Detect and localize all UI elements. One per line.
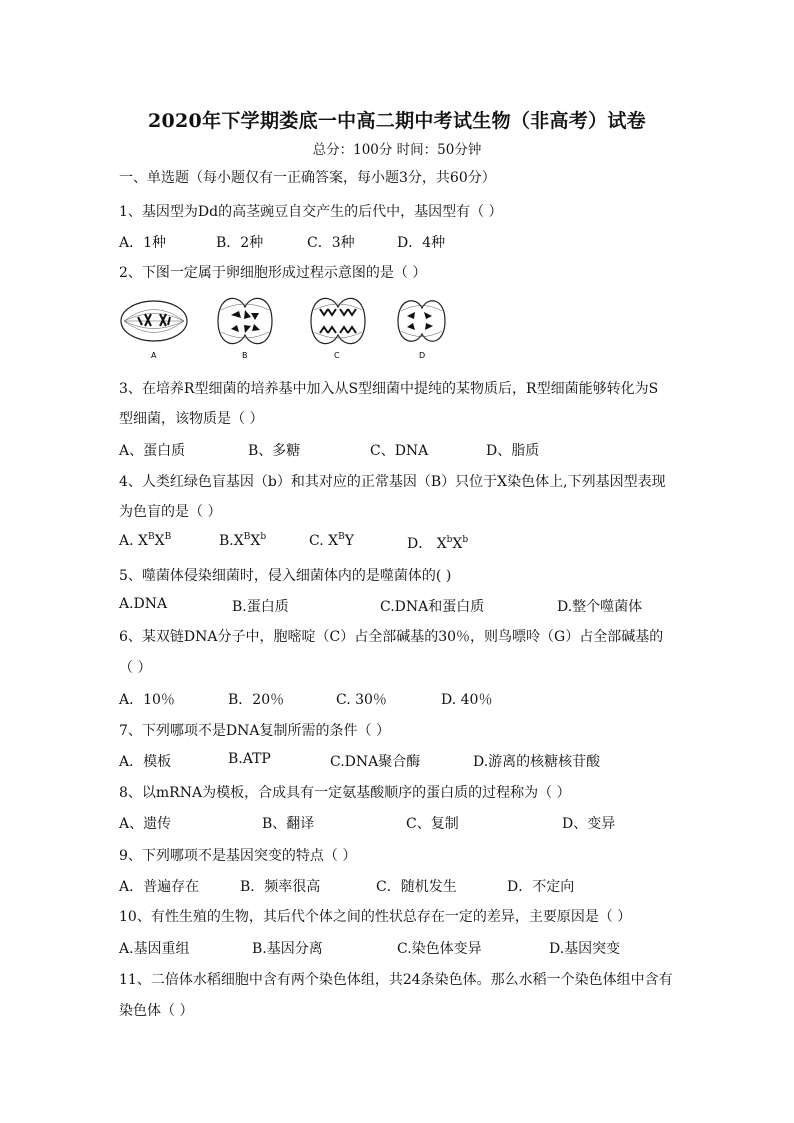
option-a-superscript-1: B xyxy=(147,532,155,542)
option-a-prefix: A. xyxy=(119,533,139,549)
question-4-option-c xyxy=(309,533,354,549)
question-6-option-c: C. 30％ xyxy=(336,692,387,708)
figure-d-label: D xyxy=(419,351,426,360)
option-a-superscript-2: B xyxy=(164,532,172,542)
option-d-superscript-2: b xyxy=(462,535,469,545)
question-7-option-d: D.游离的核糖核苷酸 xyxy=(473,754,601,770)
question-3-option-d: D、脂质 xyxy=(486,443,540,459)
question-1-stem: 1、基因型为Dd的高茎豌豆自交产生的后代中，基因型有（ ） xyxy=(119,204,503,220)
question-5-option-b: B.蛋白质 xyxy=(232,599,289,615)
question-10-stem: 10、有性生殖的生物，其后代个体之间的性状总存在一定的差异，主要原因是（ ） xyxy=(119,909,632,925)
question-3-stem-line-1: 3、在培养R型细菌的培养基中加入从S型细菌中提纯的某物质后，R型细菌能够转化为S xyxy=(119,381,659,397)
cell-division-figures xyxy=(118,288,458,364)
question-9-option-a: A．普遍存在 xyxy=(119,879,200,895)
option-d-prefix: D． xyxy=(407,536,437,552)
option-b-prefix: B. xyxy=(219,533,234,549)
figure-c-label: C xyxy=(334,351,340,360)
question-11-stem-line-1: 11、二倍体水稻细胞中含有两个染色体组，共24条染色体。那么水稻一个染色体组中含有 xyxy=(119,972,673,988)
question-6-option-b: B．20％ xyxy=(228,692,285,708)
question-3-option-b: B、多糖 xyxy=(248,443,301,459)
question-8-option-c: C、复制 xyxy=(406,816,459,832)
question-10-option-c: C.染色体变异 xyxy=(397,941,482,957)
option-c-prefix: C. xyxy=(309,533,329,549)
question-2-stem: 2、下图一定属于卵细胞形成过程示意图的是（ ） xyxy=(119,265,427,281)
figure-b-label: B xyxy=(242,351,248,360)
question-9-stem: 9、下列哪项不是基因突变的特点（ ） xyxy=(119,848,357,864)
option-b-allele-2: X xyxy=(250,533,261,549)
question-8-option-b: B、翻译 xyxy=(262,816,315,832)
option-b-superscript-1: B xyxy=(243,532,251,542)
question-6-stem-line-1: 6、某双链DNA分子中，胞嘧啶（C）占全部碱基的30％，则鸟嘌呤（G）占全部碱基的 xyxy=(119,629,664,645)
question-4-option-d xyxy=(407,533,468,553)
question-1-option-c: C．3种 xyxy=(307,235,355,251)
option-c-superscript-1: B xyxy=(338,532,345,542)
question-8-option-d: D、变异 xyxy=(562,816,616,832)
question-7-option-a: A．模板 xyxy=(119,754,172,770)
question-5-option-d: D.整个噬菌体 xyxy=(557,599,643,615)
question-11-stem-line-2: 染色体（ ） xyxy=(119,1003,194,1019)
option-a-allele-1: X xyxy=(138,533,148,549)
section-heading: 一、单选题（每小题仅有一正确答案，每小题3分，共60分） xyxy=(119,170,496,186)
question-5-option-c: C.DNA和蛋白质 xyxy=(380,599,485,615)
question-9-option-d: D．不定向 xyxy=(507,879,575,895)
question-1-option-a: A．1种 xyxy=(119,235,167,251)
question-6-stem-line-2: （ ） xyxy=(119,660,152,676)
question-3-stem-line-2: 型细菌，该物质是（ ） xyxy=(119,411,264,427)
figure-d-cell xyxy=(398,301,445,341)
question-7-stem: 7、下列哪项不是DNA复制所需的条件（ ） xyxy=(119,723,390,739)
figure-a-cell xyxy=(121,301,187,341)
question-8-option-a: A、遗传 xyxy=(119,816,172,832)
question-3-option-a: A、蛋白质 xyxy=(119,443,186,459)
question-4-option-a xyxy=(119,533,171,549)
question-5-stem: 5、噬菌体侵染细菌时，侵入细菌体内的是噬菌体的( ) xyxy=(119,568,452,584)
question-10-option-a: A.基因重组 xyxy=(119,941,190,957)
question-9-option-b: B．频率很高 xyxy=(240,879,321,895)
option-d-allele-1: X xyxy=(436,536,447,552)
question-10-option-b: B.基因分离 xyxy=(252,941,323,957)
option-c-allele-1: X xyxy=(328,533,339,549)
question-3-option-c: C、DNA xyxy=(370,443,429,459)
question-10-option-d: D.基因突变 xyxy=(549,941,621,957)
figure-a-label: A xyxy=(151,351,157,360)
option-b-allele-1: X xyxy=(233,533,244,549)
option-b-superscript-2: b xyxy=(260,532,267,542)
question-1-option-d: D．4种 xyxy=(397,235,446,251)
figure-c-cell xyxy=(311,298,365,343)
question-4-stem-line-2: 为色盲的是（ ） xyxy=(119,504,222,520)
option-d-superscript-1: b xyxy=(446,535,453,545)
figure-b-cell xyxy=(218,298,272,343)
page-title: 2020年下学期娄底一中高二期中考试生物（非高考）试卷 xyxy=(148,110,646,132)
question-4-stem-line-1: 4、人类红绿色盲基因（b）和其对应的正常基因（B）只位于X染色体上,下列基因型表现 xyxy=(119,474,666,490)
question-6-option-a: A．10％ xyxy=(119,692,175,708)
question-1-option-b: B．2种 xyxy=(216,235,264,251)
question-4-option-b xyxy=(219,533,266,549)
question-7-option-c: C.DNA聚合酶 xyxy=(330,754,421,770)
question-6-option-d: D. 40％ xyxy=(441,692,493,708)
exam-info: 总分：100分 时间：50分钟 xyxy=(312,142,482,158)
question-5-option-a: A.DNA xyxy=(119,596,168,612)
question-8-stem: 8、以mRNA为模板，合成具有一定氨基酸顺序的蛋白质的过程称为（ ） xyxy=(119,785,571,801)
question-9-option-c: C．随机发生 xyxy=(376,879,457,895)
question-7-option-b: B.ATP xyxy=(228,751,271,767)
option-d-allele-2: X xyxy=(452,536,463,552)
option-a-allele-2: X xyxy=(154,533,165,549)
option-c-allele-2: Y xyxy=(344,533,354,549)
